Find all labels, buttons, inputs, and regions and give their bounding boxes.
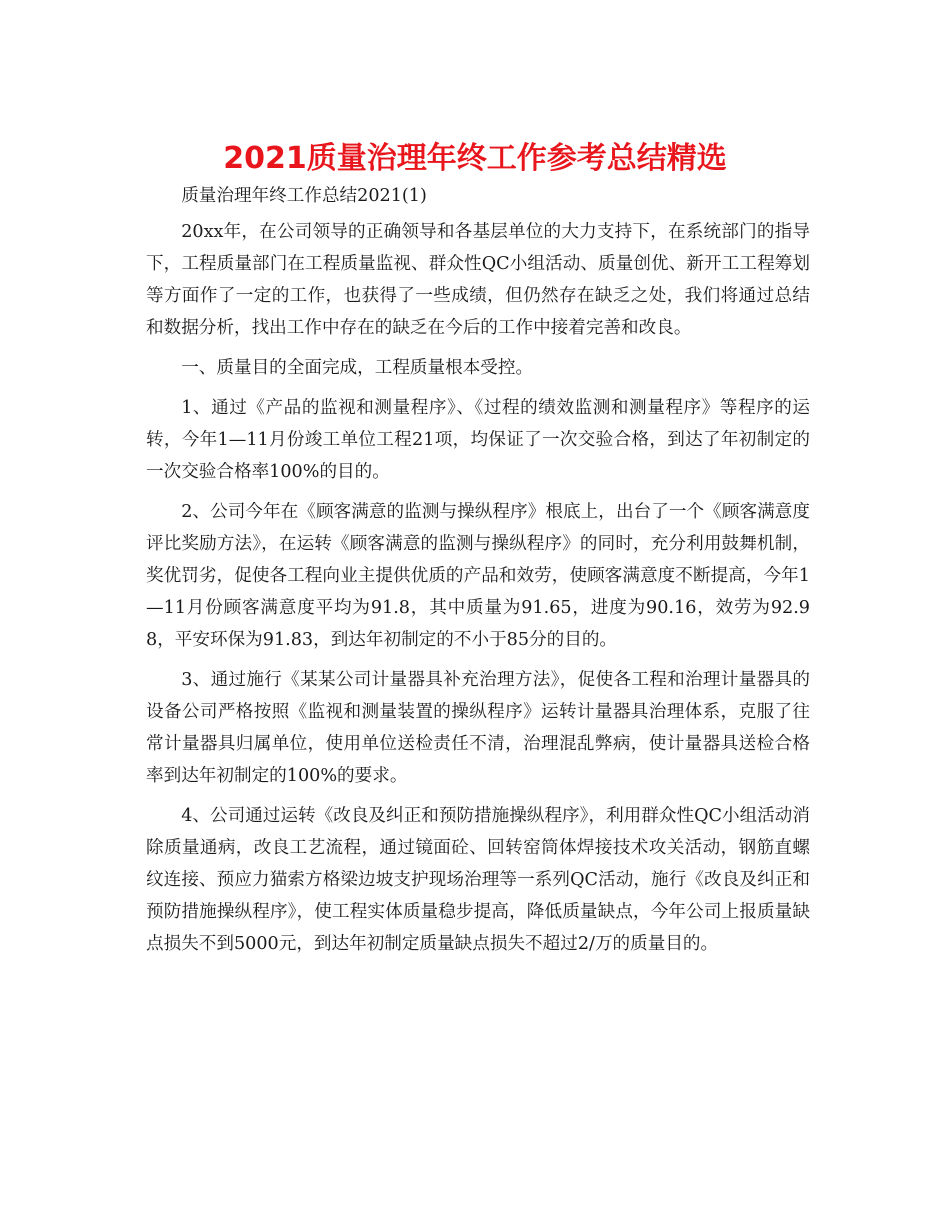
section-heading-1: 一、质量目的全面完成，工程质量根本受控。 <box>181 358 534 378</box>
paragraph-item-3: 3、通过施行《某某公司计量器具补充治理方法》，促使各工程和治理计量器具的设备公司严格按照《监视和测量装置的操纵程序》运转计量器具治理体系，克服了往常计量器具归属单位，使用单位送检责任不清，治理混乱弊病，使计量器具送检合格率到达年初制定的100%的要求。 <box>146 670 810 786</box>
section-subtitle: 质量治理年终工作总结2021(1) <box>181 186 427 206</box>
intro-paragraph: 20xx年，在公司领导的正确领导和各基层单位的大力支持下，在系统部门的指导下，工程质量部门在工程质量监视、群众性QC小组活动、质量创优、新开工工程筹划等方面作了一定的工作，也获得了一些成绩，但仍然存在缺乏之处，我们将通过总结和数据分析，找出工作中存在的缺乏在今后的工作中接着完善和改良。 <box>146 222 810 338</box>
paragraph-item-2: 2、公司今年在《顾客满意的监测与操纵程序》根底上，出台了一个《顾客满意度评比奖励方法》，在运转《顾客满意的监测与操纵程序》的同时，充分利用鼓舞机制，奖优罚劣，促使各工程向业主提供优质的产品和效劳，使顾客满意度不断提高，今年1—11月份顾客满意度平均为91.8，其中质量为91.65，进度为90.16，效劳为92.98，平安环保为91.83，到达年初制定的不小于85分的目的。 <box>146 502 810 650</box>
document-title: 2021质量治理年终工作参考总结精选 <box>223 141 727 176</box>
paragraph-item-1: 1、通过《产品的监视和测量程序》、《过程的绩效监测和测量程序》等程序的运转，今年1—11月份竣工单位工程21项，均保证了一次交验合格，到达了年初制定的一次交验合格率100%的目的。 <box>146 398 810 482</box>
paragraph-item-4: 4、公司通过运转《改良及纠正和预防措施操纵程序》，利用群众性QC小组活动消除质量通病，改良工艺流程，通过镜面砼、回转窑筒体焊接技术攻关活动，钢筋直螺纹连接、预应力猫索方格梁边坡支护现场治理等一系列QC活动，施行《改良及纠正和预防措施操纵程序》，使工程实体质量稳步提高，降低质量缺点，今年公司上报质量缺点损失不到5000元，到达年初制定质量缺点损失不超过2/万的质量目的。 <box>146 806 810 954</box>
document-body <box>146 180 810 968</box>
